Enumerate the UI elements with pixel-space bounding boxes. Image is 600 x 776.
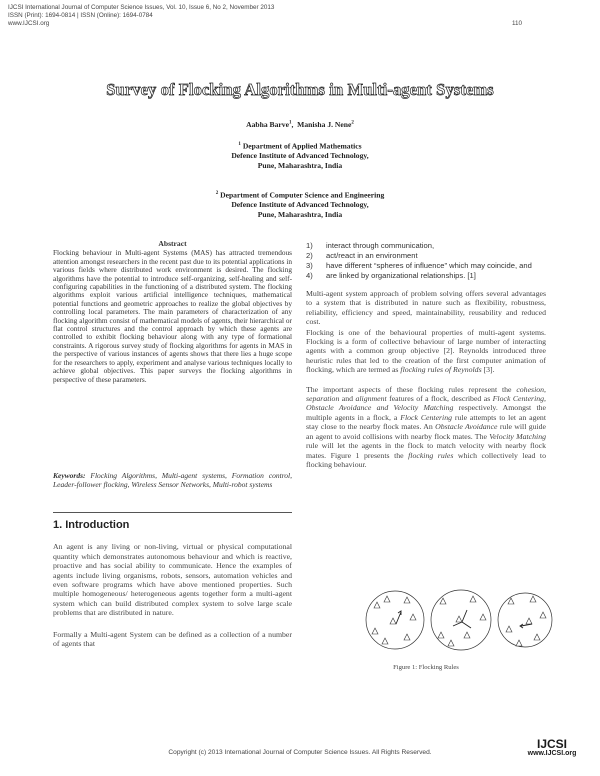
aff-dept: Department of Applied Mathematics (240, 141, 362, 151)
right-para-1: Multi-agent system approach of problem solving offers several advantages to a system that is distributed in nature such as flexibility, robustness, reliability, efficiency and speed, maintainability, reusability and reduced cost. (306, 289, 546, 327)
keywords-label: Keywords: (53, 471, 86, 480)
mas-properties-list (306, 241, 546, 281)
list-item: 2) act/react in an environment (306, 251, 418, 260)
keywords-text: Flocking Algorithms, Multi-agent systems, Formation control, Leader-follower flocking, Wireless Sensor Networks, Multi-robot systems (53, 471, 292, 489)
separator (53, 512, 292, 513)
ijcsi-logo (512, 738, 592, 757)
issn-line: ISSN (Print): 1694-0814 | ISSN (Online): 1694-0784 (8, 12, 153, 20)
aff-place: Pune, Maharashtra, India (257, 209, 343, 219)
right-para-3: The important aspects of these flocking rules represent the cohesion, separation and alignment features of a flock, described as Flock Centering, Obstacle Avoidance and Velocity Matching respectively. Amongst the multiple agents in a flock, a Flock Centering rule attempts to let an agent stay close to the nearby flock mates. An Obstacle Avoidance rule will guide an agent to avoid collisions with nearby flock mates. The Velocity Matching rule will let the agents in the flock to match velocity with nearby flock mates. Figure 1 presents the flocking rules which collectively lead to flocking behaviour. (306, 384, 547, 469)
abstract-text: Flocking behaviour in Multi-agent Systems (MAS) has attracted tremendous attention amongst researchers in the recent past due to its potential applications in various fields where distributed work environment is desired. The flocking algorithms have the potential to introduce self-organizing, self-healing and self-configuring capabilities in the functioning of a distributed system. The flocking algorithms exploit various artificial intelligence techniques, mathematical potential functions and geometric approaches to realize the global objectives by controlling local parameters. The main parameters of characterization of any flocking algorithm consist of mathematical models of agents, their hierarchical or flat control structures and the control approach by which these agents are controlled to exhibit flocking behaviour along with any type of formational constraints. A rigorous survey study of flocking algorithms for agents in MAS in the perspective of various instances of agents shows that there lies a huge scope for the researchers to apply, experiment and analyse various techniques locally to achieve global objectives. This paper surveys the flocking algorithms in perspective of these parameters. (53, 248, 292, 384)
figure-caption: Figure 1: Flocking Rules (393, 664, 459, 671)
keywords (53, 471, 292, 489)
logo-text: IJCSI (536, 737, 567, 751)
intro-para-2: Formally a Multi-agent System can be defined as a collection of a number of agents that (53, 629, 292, 649)
aff-sup: 1 (238, 142, 241, 147)
flocking-rules-figure (363, 588, 553, 654)
paper-title: Survey of Flocking Algorithms in Multi-agent Systems (106, 80, 494, 99)
aff-sup: 2 (215, 191, 219, 196)
affiliation-2 (0, 189, 600, 219)
copyright-footer: Copyright (c) 2013 International Journal of Computer Science Issues. All Rights Reserved. (168, 749, 432, 756)
author-name: Manisha J. Nene (297, 120, 352, 129)
aff-dept: Department of Computer Science and Engineering (218, 190, 385, 200)
abstract-section (53, 240, 292, 384)
authors (0, 120, 600, 129)
aff-place: Pune, Maharashtra, India (257, 160, 343, 170)
list-item: 4) are linked by organizational relationships. [1] (306, 271, 476, 280)
author-sup: 1 (288, 120, 292, 126)
section-heading: 1. Introduction (53, 519, 130, 531)
journal-url[interactable]: www.IJCSI.org (8, 20, 50, 28)
list-item: 1) interact through communication, (306, 241, 435, 250)
introduction-section (53, 521, 292, 648)
affiliation-1 (0, 140, 600, 170)
logo-url[interactable]: www.IJCSI.org (527, 750, 577, 757)
journal-header (8, 4, 592, 29)
aff-inst: Defence Institute of Advanced Technology, (231, 151, 369, 161)
author-name: Aabha Barve (246, 120, 289, 129)
flocking-rules-diagram (363, 588, 553, 654)
list-item: 3) have different “spheres of influence” which may coincide, and (306, 261, 532, 270)
abstract-heading: Abstract (158, 239, 187, 248)
aff-inst: Defence Institute of Advanced Technology, (231, 200, 369, 210)
journal-line: IJCSI International Journal of Computer Science Issues, Vol. 10, Issue 6, No 2, November 2013 (8, 4, 275, 11)
right-column (306, 241, 546, 469)
right-para-2: Flocking is one of the behavioural properties of multi-agent systems. Flocking is a form of collective behaviour of large number of interacting agents with a common group objective [2]. Reynolds introduced three heuristic rules that led to the creation of the first computer animation of flocking, which are termed as flocking rules of Reynolds [3]. (306, 327, 546, 375)
intro-para-1: An agent is any living or non-living, virtual or physical computational quantity which demonstrates autonomous behaviour and which is reactive, proactive and has social ability to communicate. Hence the examples of agents include living organisms, robots, sensors, automation vehicles and even software programs which have above mentioned properties. Such multiple homogeneous/ heterogeneous agents together form a multi-agent system which can build distributed complex system to solve large scale problems that are distributed in nature. (53, 542, 292, 618)
page-number: 110 (511, 20, 522, 27)
alignment-circle (498, 593, 552, 647)
author-sup: 2 (351, 120, 354, 126)
author-sep: , (291, 120, 298, 129)
